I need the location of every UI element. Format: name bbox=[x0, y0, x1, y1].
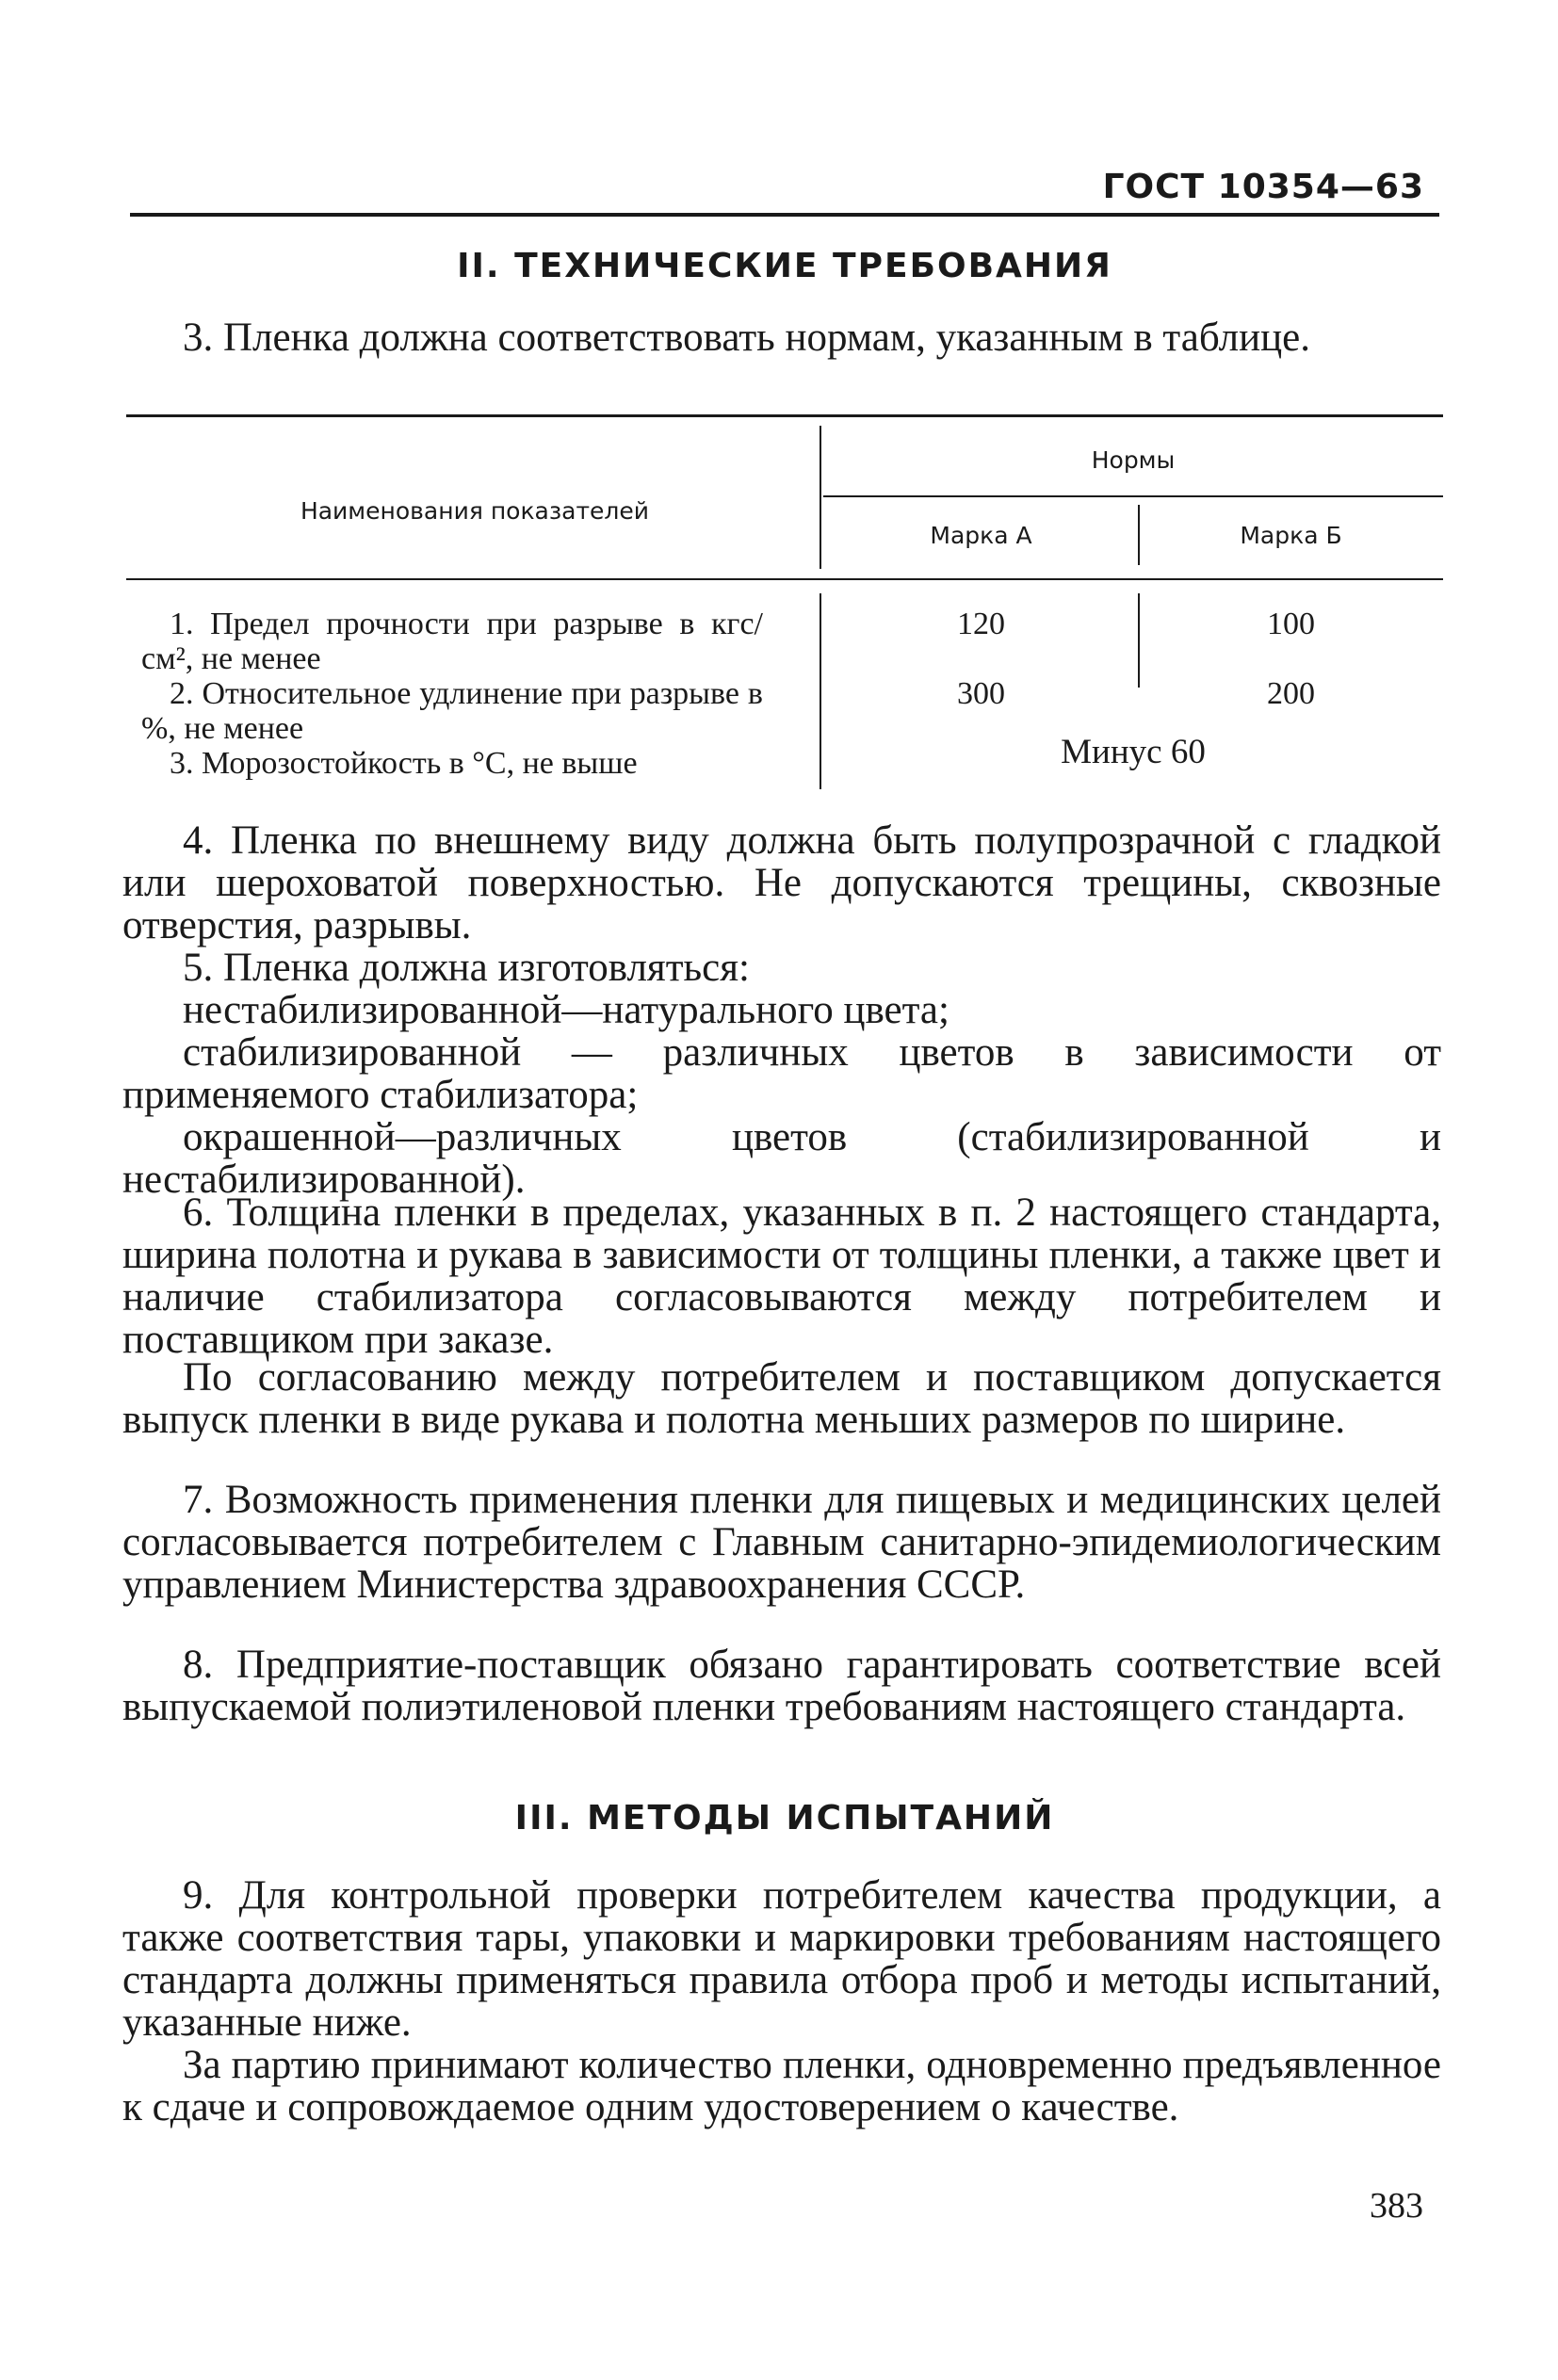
paragraph-9-note: За партию принимают количество пленки, одновременно предъявленное к сдаче и сопровождаемое одним удостоверением о качестве. bbox=[122, 2043, 1441, 2129]
column-header-mark-b: Марка Б bbox=[1240, 522, 1342, 549]
table-top-rule bbox=[126, 414, 1443, 417]
paragraph-6-note: По согласованию между потребителем и поставщиком допускается выпуск пленки в виде рукава и полотна меньших размеров по ширине. bbox=[122, 1355, 1441, 1442]
column-header-mark-a: Марка А bbox=[930, 522, 1032, 549]
table-header-rule bbox=[126, 578, 1443, 580]
column-header-name: Наименования показателей bbox=[300, 497, 650, 525]
section-title-requirements: II. ТЕХНИЧЕСКИЕ ТРЕБОВАНИЯ bbox=[457, 247, 1112, 285]
table-row-2-name: 2. Относительное удлинение при разрыве в %, не менее bbox=[141, 676, 763, 746]
paragraph-5-item-1: нестабилизированной—натурального цвета; bbox=[183, 988, 949, 1032]
table-vline-1-body bbox=[820, 593, 821, 789]
paragraph-9: 9. Для контрольной проверки потребителем качества продукции, а также соответствия тары, упаковки и маркировки требованиям настоящего стандарта должны применяться правила отбора проб и методы испытаний, указанные ниже. bbox=[122, 1873, 1441, 2045]
table-row-1-name: 1. Предел прочности при разрыве в кгс/см², не менее bbox=[141, 607, 763, 676]
norms-subrule bbox=[823, 495, 1443, 497]
paragraph-7: 7. Возможность применения пленки для пищевых и медицинских целей согласовывается потребителем с Главным санитарно-эпидемиологическим управлением Министерства здравоохранения СССР. bbox=[122, 1478, 1441, 1607]
paragraph-5-item-2: стабилизированной — различных цветов в зависимости от применяемого стабилизатора; bbox=[122, 1030, 1441, 1117]
paragraph-5: 5. Пленка должна изготовляться: bbox=[183, 946, 750, 990]
page-number: 383 bbox=[1370, 2186, 1423, 2226]
table-row-2-mark-b: 200 bbox=[1267, 676, 1315, 711]
table-row-3-name: 3. Морозостойкость в °С, не выше bbox=[170, 746, 638, 781]
paragraph-4: 4. Пленка по внешнему виду должна быть полупрозрачной с гладкой или шероховатой поверхностью. Не допускаются трещины, сквозные отверстия, разрывы. bbox=[122, 818, 1441, 947]
table-row-3-value: Минус 60 bbox=[1061, 733, 1206, 771]
paragraph-6: 6. Толщина пленки в пределах, указанных в п. 2 настоящего стандарта, ширина полотна и рукава в зависимости от толщины пленки, а также цвет и наличие стабилизатора согласовываются между потребителем и поставщиком при заказе. bbox=[122, 1190, 1441, 1362]
document-number: ГОСТ 10354—63 bbox=[1102, 168, 1424, 206]
table-row-2-mark-a: 300 bbox=[957, 676, 1005, 711]
paragraph-5-item-3: окрашенной—различных цветов (стабилизированной и нестабилизированной). bbox=[122, 1115, 1441, 1202]
table-row-1-mark-a: 120 bbox=[957, 607, 1005, 641]
table-vline-1-head bbox=[820, 426, 821, 569]
section-title-test-methods: III. МЕТОДЫ ИСПЫТАНИЙ bbox=[514, 1799, 1055, 1838]
paragraph-8: 8. Предприятие-поставщик обязано гарантировать соответствие всей выпускаемой полиэтиленовой пленки требованиям настоящего стандарта. bbox=[122, 1643, 1441, 1729]
column-header-norms: Нормы bbox=[1091, 446, 1176, 474]
norms-table bbox=[126, 414, 1443, 791]
header-rule bbox=[130, 213, 1439, 217]
paragraph-3: 3. Пленка должна соответствовать нормам, указанным в таблице. bbox=[183, 316, 1310, 360]
table-vline-2-head bbox=[1138, 505, 1140, 565]
table-row-1-mark-b: 100 bbox=[1267, 607, 1315, 641]
